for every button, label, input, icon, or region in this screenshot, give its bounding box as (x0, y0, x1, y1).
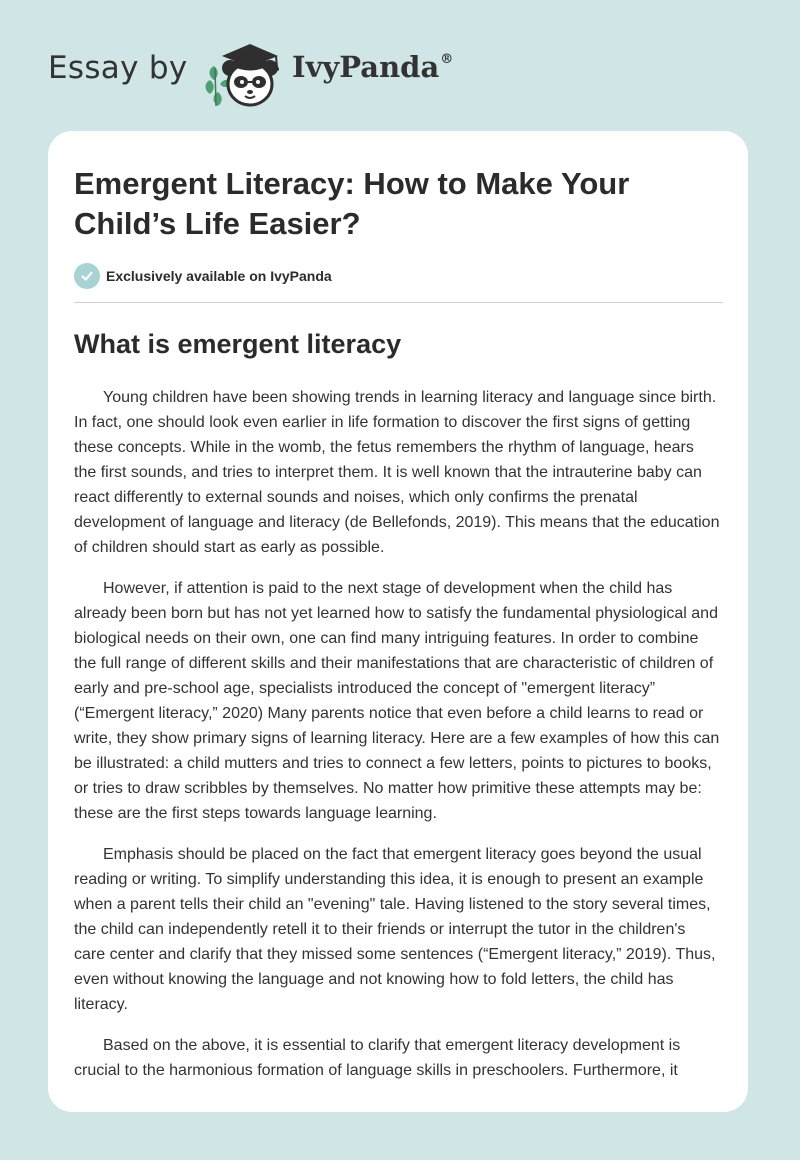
site-header (0, 0, 800, 120)
brand-name-text: IvyPanda (292, 50, 440, 84)
essay-by-label: Essay by (48, 50, 188, 86)
panda-graduate-icon (200, 34, 292, 110)
section-heading: What is emergent literacy (74, 329, 402, 359)
article-card (48, 131, 748, 1112)
paragraph: Based on the above, it is essential to clarify that emergent literacy development is crucial to the harmonious formation of language skills in preschoolers. Furthermore, it (74, 1037, 681, 1079)
exclusive-label: Exclusively available on IvyPanda (106, 268, 332, 284)
paragraph: Emphasis should be placed on the fact that emergent literacy goes beyond the usual reading or writing. To simplify understanding this idea, it is enough to present an example when a parent tells their child an "evening" tale. Having listened to the story several times, the child can independently retell it to their friends or interrupt the tutor in the children's care center and clarify that they missed some sentences (“Emergent literacy,” 2019). Thus, even without knowing the language and not knowing how to fold letters, the child has literacy. (74, 846, 716, 1013)
exclusive-badge (74, 262, 332, 290)
brand-name (292, 50, 453, 84)
checkmark-icon (74, 263, 100, 289)
paragraph: Young children have been showing trends in learning literacy and language since birth. In fact, one should look even earlier in life formation to discover the first signs of getting these concepts. While in the womb, the fetus remembers the rhythm of language, hears the first sounds, and tries to interpret them. It is well known that the intrauterine baby can react differently to external sounds and noises, which only confirms the prenatal development of language and literacy (de Bellefonds, 2019). This means that the education of children should start as early as possible. (74, 389, 720, 556)
paragraph: However, if attention is paid to the next stage of development when the child has already been born but has not yet learned how to satisfy the fundamental physiological and biological needs on their own, one can find many intriguing features. In order to combine the full range of different skills and their manifestations that are characteristic of children of early and pre-school age, specialists introduced the concept of "emergent literacy” (“Emergent literacy,” 2020) Many parents notice that even before a child learns to read or write, they show primary signs of learning literacy. Here are a few examples of how this can be illustrated: a child mutters and tries to connect a few letters, points to pictures to books, or tries to draw scribbles by themselves. No matter how primitive these attempts may be: these are the first steps towards language learning. (74, 580, 720, 822)
registered-mark: ® (440, 52, 454, 67)
divider (74, 302, 723, 303)
article-body (74, 385, 720, 1099)
article-title: Emergent Literacy: How to Make Your Child’s Life Easier? (74, 166, 630, 241)
